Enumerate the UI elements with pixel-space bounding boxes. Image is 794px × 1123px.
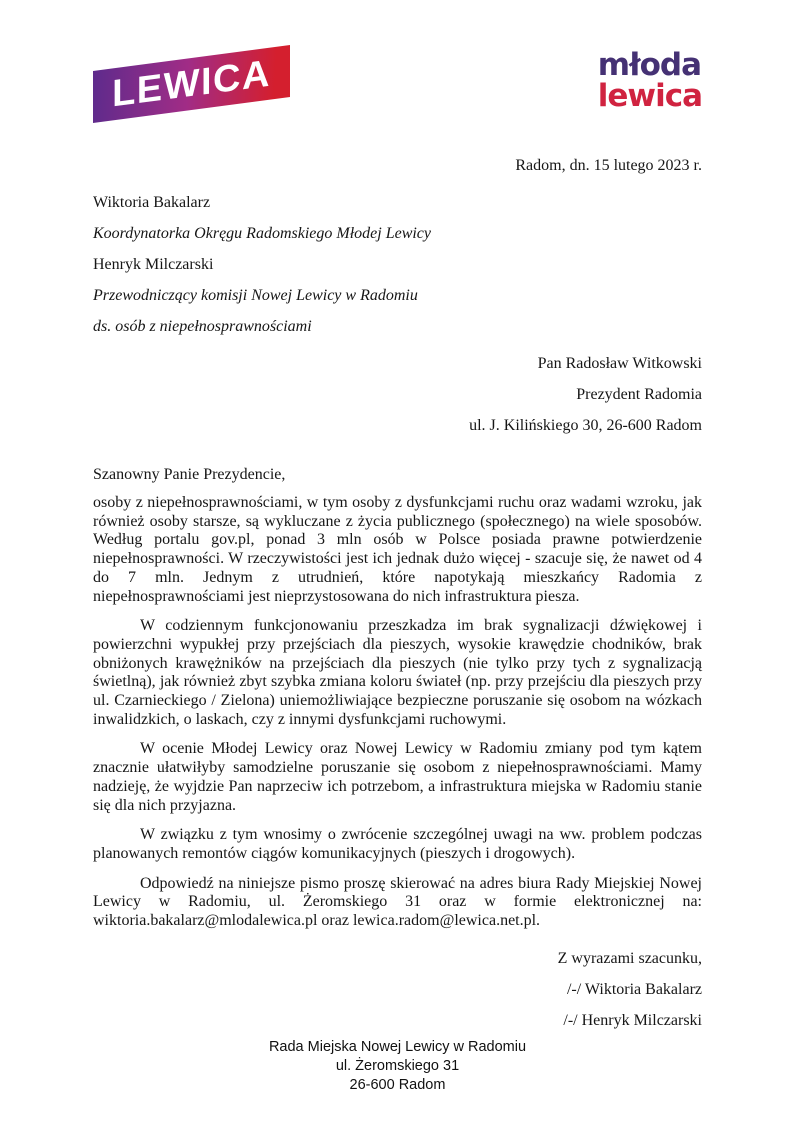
letter-header bbox=[93, 48, 702, 124]
signature-line: /-/ Henryk Milczarski bbox=[563, 1011, 702, 1029]
footer-line: ul. Żeromskiego 31 bbox=[335, 1057, 460, 1074]
sender-line: ds. osób z niepełnosprawnościami bbox=[93, 318, 312, 335]
footer-line: Rada Miejska Nowej Lewicy w Radomiu bbox=[268, 1038, 527, 1055]
letter-body bbox=[93, 494, 702, 931]
date-line: Radom, dn. 15 lutego 2023 r. bbox=[515, 157, 702, 174]
mloda-logo-line2: lewica bbox=[597, 78, 702, 114]
sender-line: Koordynatorka Okręgu Radomskiego Młodej Lewicy bbox=[93, 225, 432, 242]
recipient-line: Pan Radosław Witkowski bbox=[537, 355, 702, 372]
recipient-block bbox=[93, 348, 702, 441]
recipient-line: ul. J. Kilińskiego 30, 26-600 Radom bbox=[469, 417, 702, 434]
footer-line: 26-600 Radom bbox=[349, 1076, 446, 1093]
mloda-lewica-logo bbox=[597, 47, 702, 114]
sender-line: Przewodniczący komisji Nowej Lewicy w Radomiu bbox=[93, 287, 418, 304]
body-paragraph: W ocenie Młodej Lewicy oraz Nowej Lewicy w Radomiu zmiany pod tym kątem znacznie ułatwiłyby samodzielne poruszanie się osobom z niepełnosprawnościami. Mamy nadzieję, że wyjdzie Pan naprzeciw ich potrzebom, a infrastruktura miejska w Radomiu stanie się dla nich przyjazna. bbox=[93, 740, 702, 814]
body-paragraph: Odpowiedź na niniejsze pismo proszę skierować na adres biura Rady Miejskiej Nowej Lewicy w Radomiu, ul. Żeromskiego 31 oraz w formie elektronicznej na: wiktoria.bakalarz@mlodalewica.pl oraz lewica.radom@lewica.net.pl. bbox=[93, 874, 702, 930]
body-paragraph: W codziennym funkcjonowaniu przeszkadza im brak sygnalizacji dźwiękowej i powierzchni wypukłej przy przejściach dla pieszych, wysokie krawędzie chodników, brak obniżonych krawężników na przejściach dla pieszych (nie tylko przy tych z sygnalizacją świetlną), jak również zbyt szybka zmiana koloru świateł (np. przy przejściu dla pieszych przy ul. Czarnieckiego / Zielona) uniemożliwiające bezpieczne poruszanie się osobom na wózkach inwalidzkich, o laskach, czy z innymi dysfunkcjami ruchowymi. bbox=[93, 617, 702, 728]
lewica-logo-text: LEWICA bbox=[112, 52, 271, 115]
closing-line: Z wyrazami szacunku, bbox=[557, 949, 702, 967]
footer-address bbox=[93, 1038, 702, 1095]
recipient-line: Prezydent Radomia bbox=[576, 386, 702, 403]
sender-line: Henryk Milczarski bbox=[93, 256, 214, 273]
lewica-logo bbox=[93, 45, 290, 123]
mloda-logo-line1: młoda bbox=[597, 47, 701, 83]
closing-block bbox=[93, 943, 702, 1036]
body-paragraph: osoby z niepełnosprawnościami, w tym osoby z dysfunkcjami ruchu oraz wadami wzroku, jak również osoby starsze, są wykluczane z życia publicznego (społecznego) na wiele sposobów. Według portalu gov.pl, ponad 3 mln osób w Polsce posiada prawne potwierdzenie niepełnosprawności. W rzeczywistości jest ich jednak dużo więcej - szacuje się, że nawet od 4 do 7 mln. Jednym z utrudnień, które napotykają mieszkańcy Radomia z niepełnosprawnościami jest nieprzystosowana do nich infrastruktura piesza. bbox=[93, 494, 702, 605]
salutation: Szanowny Panie Prezydencie, bbox=[93, 466, 286, 483]
sender-line: Wiktoria Bakalarz bbox=[93, 194, 211, 211]
signature-line: /-/ Wiktoria Bakalarz bbox=[566, 980, 702, 998]
body-paragraph: W związku z tym wnosimy o zwrócenie szczególnej uwagi na ww. problem podczas planowanych remontów ciągów komunikacyjnych (pieszych i drogowych). bbox=[93, 826, 702, 862]
sender-block bbox=[93, 187, 702, 342]
